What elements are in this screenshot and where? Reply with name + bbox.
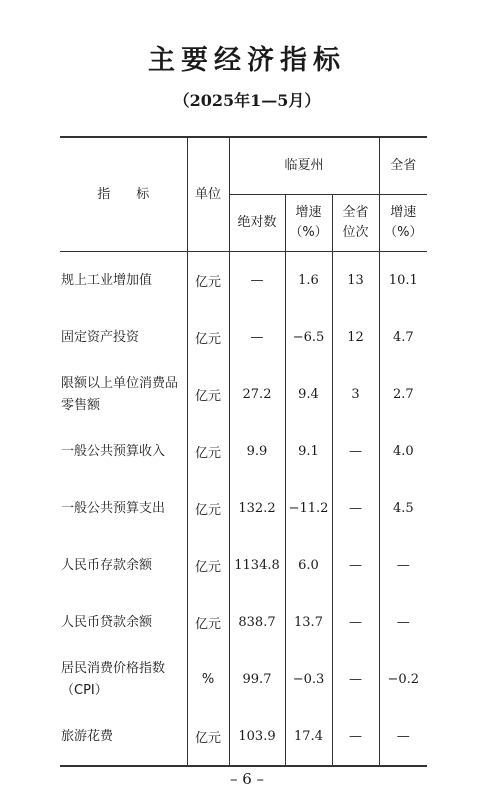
row-unit: 亿元 [187,537,229,594]
row-indicator-name: 规上工业增加值 [60,252,187,310]
row-absolute: — [229,309,285,366]
row-indicator-name: 一般公共预算支出 [60,480,187,537]
row-growth: 13.7 [285,594,332,651]
row-indicator-name: 居民消费价格指数（CPI） [60,651,187,708]
row-unit: 亿元 [187,423,229,480]
table-row [60,651,427,708]
header-province: 全省 [379,137,427,195]
row-rank: 3 [332,366,379,423]
row-rank: — [332,537,379,594]
row-province-growth: 10.1 [388,273,418,288]
header-region: 临夏州 [229,137,379,195]
row-absolute: 1134.8 [229,537,285,594]
row-rank: — [332,423,379,480]
row-absolute: 132.2 [229,480,285,537]
row-unit: % [187,651,229,708]
header-province-growth-line1: 增速 [390,205,417,220]
row-unit: 亿元 [187,366,229,423]
row-rank: 12 [332,309,379,366]
header-rank-line1: 全省 [342,205,369,220]
table-row [60,366,427,423]
row-growth: 17.4 [285,708,332,766]
row-province-growth: 4.5 [392,501,414,516]
row-indicator-name: 人民币贷款余额 [60,594,187,651]
row-absolute: 9.9 [229,423,285,480]
page-subtitle: （2025年1—5月） [173,91,321,110]
row-growth: 1.6 [285,252,332,310]
table-row [60,594,427,651]
table-row [60,537,427,594]
row-absolute: 103.9 [229,708,285,766]
row-absolute: 99.7 [229,651,285,708]
row-province-growth: — [396,615,410,630]
header-rank-line2: 位次 [342,225,369,240]
page-title: 主要经济指标 [148,45,346,76]
row-growth: −0.3 [285,651,332,708]
row-growth: −6.5 [285,309,332,366]
table-row [60,480,427,537]
header-indicator: 指 标 [60,137,187,252]
row-province-growth: 4.7 [392,330,414,345]
row-province-growth: −0.2 [387,672,420,687]
row-growth: 9.1 [285,423,332,480]
page-number: – 6 – [229,770,265,788]
header-rank [332,195,379,252]
row-unit: 亿元 [187,480,229,537]
row-growth: 6.0 [285,537,332,594]
row-indicator-name: 一般公共预算收入 [60,423,187,480]
row-unit: 亿元 [187,252,229,310]
row-province-growth: 2.7 [392,387,414,402]
header-unit: 单位 [187,137,229,252]
header-growth-line2: （%） [289,225,328,240]
row-rank: — [332,480,379,537]
header-growth [285,195,332,252]
row-rank: — [332,708,379,766]
row-province-growth: — [396,558,410,573]
table-row [60,423,427,480]
row-indicator-name: 旅游花费 [60,708,187,766]
indicators-table [60,136,427,767]
row-province-growth: — [379,708,427,766]
header-absolute: 绝对数 [229,195,285,252]
row-growth: −11.2 [285,480,332,537]
row-absolute: — [229,252,285,310]
header-province-growth [379,195,427,252]
row-province-growth: 4.0 [392,444,414,459]
row-growth: 9.4 [285,366,332,423]
header-province-growth-line2: （%） [384,225,423,240]
row-rank: 13 [332,252,379,310]
row-rank: — [332,651,379,708]
row-indicator-name: 限额以上单位消费品零售额 [60,366,187,423]
table-row [60,708,427,766]
table-row [60,309,427,366]
row-unit: 亿元 [187,309,229,366]
row-indicator-name: 固定资产投资 [60,309,187,366]
header-growth-line1: 增速 [295,205,322,220]
table-row [60,252,427,310]
row-unit: 亿元 [187,594,229,651]
row-unit: 亿元 [187,708,229,766]
row-absolute: 27.2 [229,366,285,423]
row-absolute: 838.7 [229,594,285,651]
row-indicator-name: 人民币存款余额 [60,537,187,594]
row-rank: — [332,594,379,651]
